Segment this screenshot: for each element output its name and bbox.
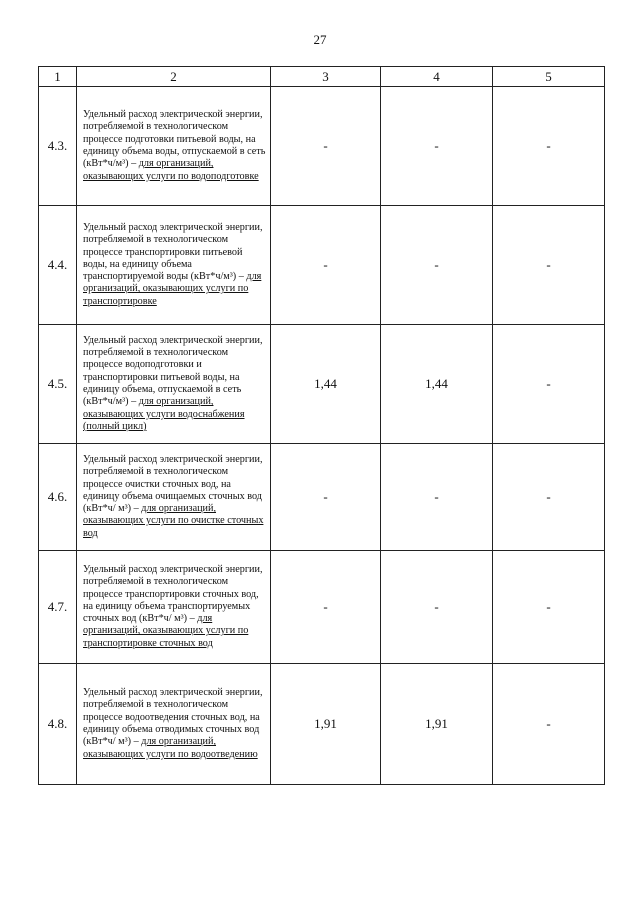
value-col-4: - <box>381 551 493 664</box>
value-col-3: - <box>271 444 381 551</box>
value-col-3: - <box>271 87 381 206</box>
header-col-4: 4 <box>381 67 493 87</box>
row-number: 4.5. <box>39 325 77 444</box>
row-description <box>77 87 271 206</box>
description-text: Удельный расход электрической энергии, потребляемой в технологическом процессе транспортировки питьевой воды, на единицу объема транспортируемой воды (кВт*ч/м³) – <box>83 221 263 283</box>
value-col-5: - <box>493 551 605 664</box>
row-description <box>77 325 271 444</box>
row-description <box>77 444 271 551</box>
value-col-3: - <box>271 551 381 664</box>
description-underlined: для организаций, оказывающих услуги по очистке сточных вод <box>83 503 264 539</box>
row-number: 4.6. <box>39 444 77 551</box>
row-description <box>77 664 271 785</box>
description-underlined: для организаций, оказывающих услуги по водоподготовке <box>83 158 259 182</box>
value-col-3: 1,91 <box>271 664 381 785</box>
row-number: 4.4. <box>39 206 77 325</box>
row-description <box>77 206 271 325</box>
row-number: 4.7. <box>39 551 77 664</box>
value-col-3: 1,44 <box>271 325 381 444</box>
value-col-3: - <box>271 206 381 325</box>
table-row <box>39 87 605 206</box>
value-col-5: - <box>493 664 605 785</box>
table-row <box>39 206 605 325</box>
table-row <box>39 664 605 785</box>
row-description <box>77 551 271 664</box>
value-col-4: 1,91 <box>381 664 493 785</box>
value-col-4: - <box>381 444 493 551</box>
header-col-5: 5 <box>493 67 605 87</box>
value-col-5: - <box>493 444 605 551</box>
value-col-4: 1,44 <box>381 325 493 444</box>
table-row <box>39 325 605 444</box>
indicator-table <box>38 66 605 785</box>
description-underlined: для организаций, оказывающих услуги водоснабжения (полный цикл) <box>83 396 245 432</box>
description-text: Удельный расход электрической энергии, потребляемой в технологическом процессе подготовки питьевой воды, на единицу объема воды, отпускаемой в сеть (кВт*ч/м³) – <box>83 109 266 170</box>
description-text: Удельный расход электрической энергии, потребляемой в технологическом процессе водоотведения сточных вод, на единицу объема отводимых сточных вод (кВт*ч/ м³) – <box>83 687 263 748</box>
description-text: Удельный расход электрической энергии, потребляемой в технологическом процессе транспортировки сточных вод, на единицу объема транспортируемых сточных вод (кВт*ч/ м³) – <box>83 563 263 625</box>
value-col-5: - <box>493 206 605 325</box>
description-underlined: для организаций, оказывающих услуги по транспортировке <box>83 271 262 307</box>
value-col-4: - <box>381 87 493 206</box>
description-underlined: для организаций, оказывающих услуги по водоотведению <box>83 736 258 760</box>
value-col-5: - <box>493 87 605 206</box>
header-col-1: 1 <box>39 67 77 87</box>
value-col-5: - <box>493 325 605 444</box>
description-text: Удельный расход электрической энергии, потребляемой в технологическом процессе очистки сточных вод, на единицу объема очищаемых сточных вод (кВт*ч/ м³) – <box>83 453 263 515</box>
value-col-4: - <box>381 206 493 325</box>
page-number: 27 <box>313 32 327 47</box>
description-underlined: для организаций, оказывающих услуги по транспортировке сточных вод <box>83 613 249 649</box>
table-row <box>39 551 605 664</box>
header-col-2: 2 <box>77 67 271 87</box>
row-number: 4.3. <box>39 87 77 206</box>
table-row <box>39 444 605 551</box>
header-col-3: 3 <box>271 67 381 87</box>
row-number: 4.8. <box>39 664 77 785</box>
description-text: Удельный расход электрической энергии, потребляемой в технологическом процессе водоподготовки и транспортировки питьевой воды, на единицу объема, отпускаемой в сеть (кВт*ч/м³) – <box>83 334 263 408</box>
table-header-row <box>39 67 605 87</box>
